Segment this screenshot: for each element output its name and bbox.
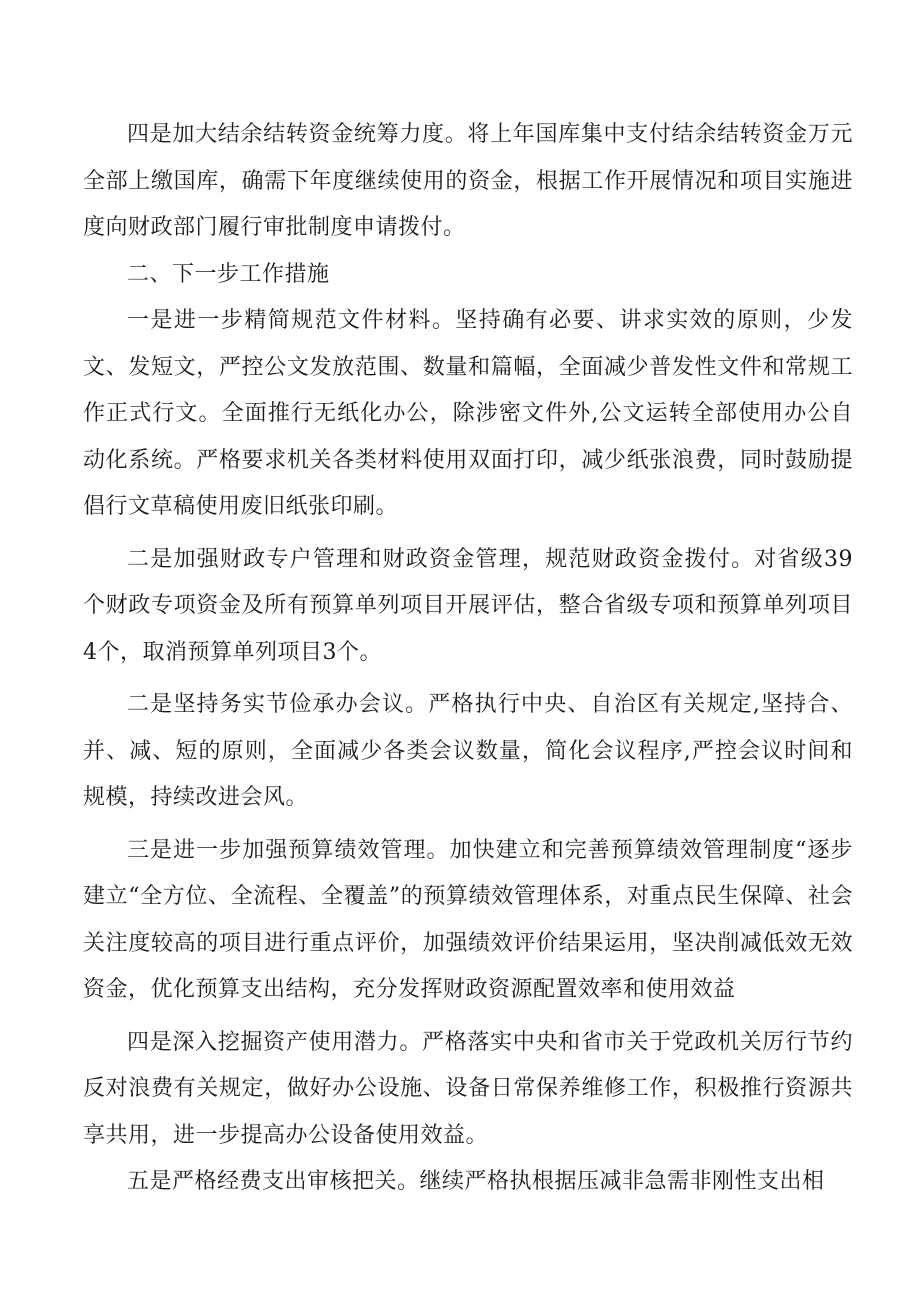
paragraph-asset-usage: 四是深入挖掘资产使用潜力。严格落实中央和省市关于党政机关厉行节约反对浪费有关规定，做好办公设施、设备日常保养维修工作，积极推行资源共享共用，进一步提高办公设备使用效益。 <box>83 1029 853 1148</box>
paragraph-carryover-funds: 四是加大结余结转资金统筹力度。将上年国库集中支付结余结转资金万元全部上缴国库，确需下年度继续使用的资金，根据工作开展情况和项目实施进度向财政部门履行审批制度申请拨付。 <box>83 122 853 240</box>
paragraph-streamline-documents: 一是进一步精简规范文件材料。坚持确有必要、讲求实效的原则，少发文、发短文，严控公文发放范围、数量和篇幅，全面减少普发性文件和常规工作正式行文。全面推行无纸化办公，除涉密文件外,公文运转全部使用办公自动化系统。严格要求机关各类材料使用双面打印，减少纸张浪费，同时鼓励提倡行文草稿使用废旧纸张印刷。 <box>83 308 853 519</box>
paragraph-frugal-meetings: 二是坚持务实节俭承办会议。严格执行中央、自治区有关规定,坚持合、并、减、短的原则，全面减少各类会议数量，简化会议程序,严控会议时间和规模，持续改进会风。 <box>83 692 853 810</box>
document-body <box>83 112 853 1206</box>
paragraph-budget-performance: 三是进一步加强预算绩效管理。加快建立和完善预算绩效管理制度“逐步建立“全方位、全流程、全覆盖”的预算绩效管理体系，对重点民生保障、社会关注度较高的项目进行重点评价，加强绩效评价结果运用，坚决削减低效无效资金，优化预算支出结构，充分发挥财政资源配置效率和使用效益 <box>83 837 853 1002</box>
paragraph-expense-review: 五是严格经费支出审核把关。继续严格执根据压减非急需非刚性支出相 <box>127 1169 825 1194</box>
paragraph-fiscal-account-management: 二是加强财政专户管理和财政资金管理，规范财政资金拨付。对省级39个财政专项资金及所有预算单列项目开展评估，整合省级专项和预算单列项目4个，取消预算单列项目3个。 <box>83 546 853 665</box>
section-heading-next-steps: 二、下一步工作措施 <box>127 261 330 287</box>
